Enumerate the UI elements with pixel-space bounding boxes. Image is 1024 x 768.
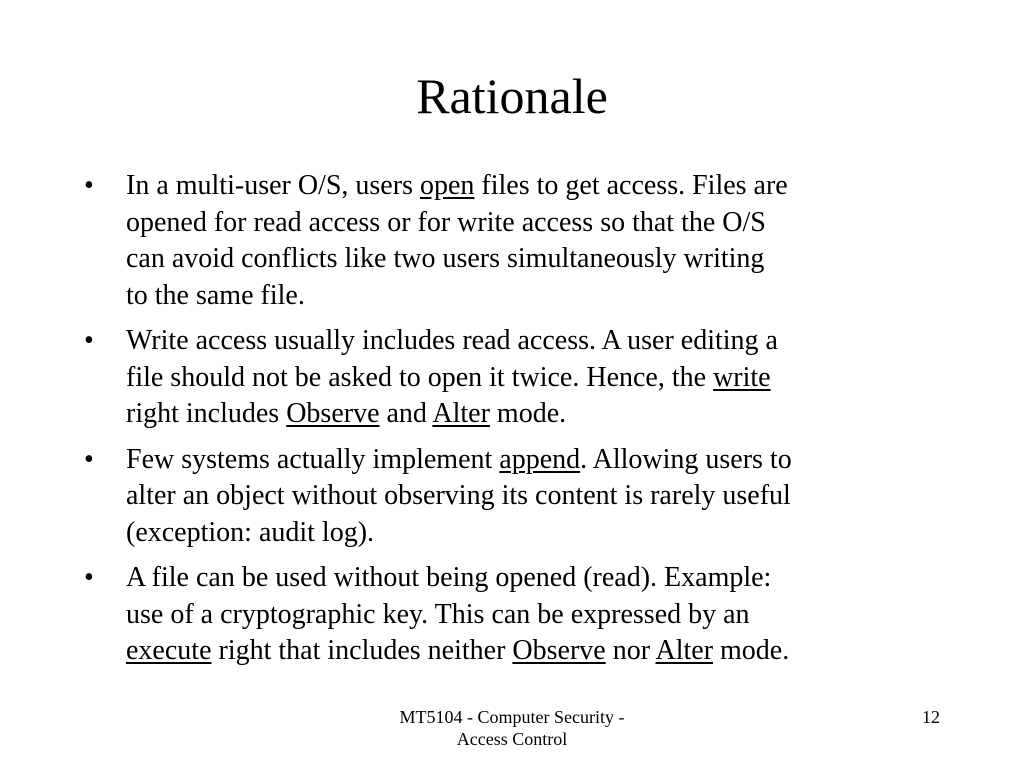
bullet-list [84, 168, 964, 679]
text-run: nor [605, 635, 656, 666]
keyword-write: write [713, 361, 771, 393]
keyword-observe: Observe [286, 398, 380, 429]
bullet-item [84, 323, 964, 433]
text-run: files to get access. Files are [474, 170, 788, 201]
text-run: A file can be used without being opened (read). Example: [126, 562, 772, 593]
text-run: to the same file. [126, 279, 305, 311]
text-run: Write access usually includes read access. A user editing a [126, 325, 778, 356]
text-line [126, 480, 791, 511]
text-line [126, 207, 766, 238]
keyword-append: append [499, 443, 581, 475]
page-number: 12 [922, 707, 940, 727]
keyword-open: open [419, 170, 475, 201]
footer-course-title [362, 706, 662, 750]
text-run: alter an object without observing its content is rarely useful [126, 480, 791, 511]
text-line [126, 444, 792, 475]
keyword-alter: Alter [655, 635, 714, 666]
text-line [126, 325, 778, 356]
text-line [126, 562, 771, 593]
bullet-item [84, 168, 964, 314]
bullet-marker: • [84, 443, 94, 475]
text-run: (exception: audit log). [126, 516, 375, 548]
text-line [126, 517, 374, 548]
text-run: In a multi-user O/S, users [126, 170, 420, 201]
keyword-alter: Alter [432, 398, 490, 429]
bullet-marker: • [84, 562, 94, 593]
bullet-text [126, 323, 964, 433]
bullet-item [84, 560, 964, 670]
text-run: and [379, 398, 433, 429]
text-run: right that includes neither [211, 635, 513, 666]
bullet-marker: • [84, 325, 94, 356]
text-run: use of a cryptographic key. This can be expressed by an [126, 598, 750, 630]
text-run: mode. [489, 398, 567, 429]
bullet-marker: • [84, 170, 94, 201]
text-line [126, 635, 789, 666]
text-run: can avoid conflicts like two users simultaneously writing [126, 243, 765, 274]
text-run: file should not be asked to open it twice. Hence, the [126, 361, 714, 393]
text-run: right includes [126, 398, 287, 429]
keyword-observe: Observe [512, 635, 606, 666]
slide-title: Rationale [416, 68, 608, 124]
text-run: mode. [713, 635, 790, 666]
text-line [126, 243, 764, 274]
text-line [126, 280, 305, 311]
bullet-text [126, 442, 964, 552]
text-line [126, 170, 788, 201]
text-line [126, 599, 750, 630]
text-run: Few systems actually implement [126, 443, 500, 475]
text-run: opened for read access or for write access so that the O/S [126, 206, 766, 238]
bullet-text [126, 560, 964, 670]
footer-line-2: Access Control [456, 729, 568, 749]
footer-line-1: MT5104 - Computer Security - [399, 707, 625, 727]
keyword-execute: execute [126, 635, 212, 666]
bullet-text [126, 168, 964, 314]
text-run: . Allowing users to [580, 443, 792, 475]
bullet-item [84, 442, 964, 552]
text-line [126, 362, 771, 393]
text-line [126, 398, 566, 429]
